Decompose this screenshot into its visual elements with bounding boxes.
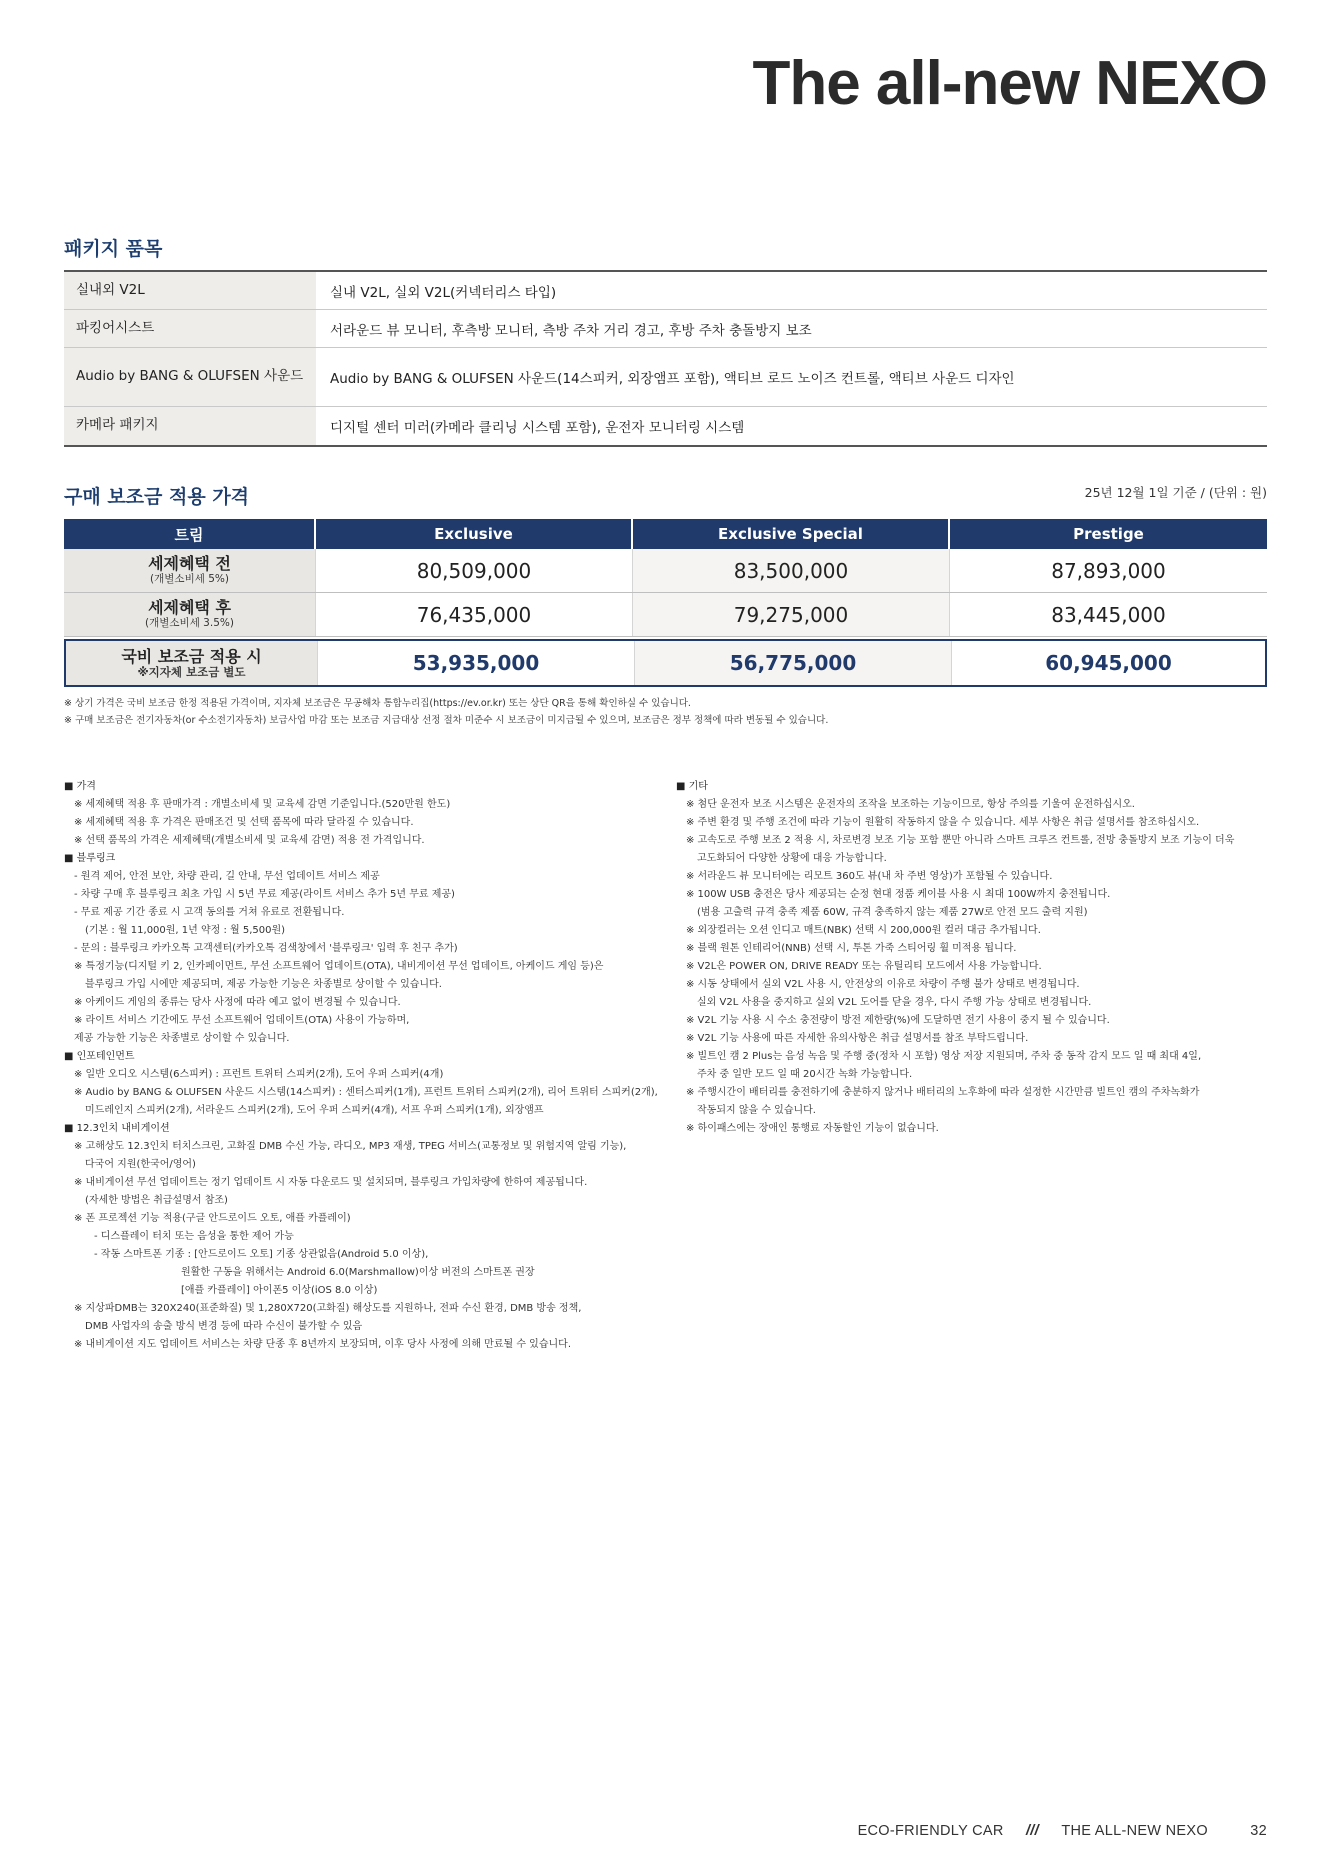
note-line: ※ 첨단 운전자 보조 시스템은 운전자의 조작을 보조하는 기능이므로, 항상 주의를 기울여 운전하십시오. — [686, 799, 1135, 810]
note-line: [애플 카플레이] 아이폰5 이상(iOS 8.0 이상) — [181, 1285, 378, 1296]
note-line: ※ 아케이드 게임의 종류는 당사 사정에 따라 예고 없이 변경될 수 있습니다. — [74, 997, 401, 1008]
row-label — [64, 593, 316, 636]
notes-left-column — [64, 778, 658, 1354]
package-row — [64, 310, 1267, 348]
row-label-main: 세제혜택 전 — [148, 554, 231, 573]
package-row-value: 서라운드 뷰 모니터, 후측방 모니터, 측방 주차 거리 경고, 후방 주차 충돌방지 보조 — [330, 322, 812, 339]
note-line: ※ 고속도로 주행 보조 2 적용 시, 차로변경 보조 기능 포함 뿐만 아니라 스마트 크루즈 컨트롤, 전방 충돌방지 보조 기능이 더욱 — [686, 835, 1235, 846]
row-label-main: 세제혜택 후 — [148, 598, 231, 617]
package-section-heading: 패키지 품목 — [64, 238, 163, 260]
note-line: 블루링크 가입 시에만 제공되며, 제공 가능한 기능은 차종별로 상이할 수 있습니다. — [85, 979, 442, 990]
package-row — [64, 407, 1267, 447]
notes-right-column — [676, 778, 1234, 1138]
note-line: ※ 일반 오디오 시스템(6스피커) : 프런트 트위터 스피커(2개), 도어 우퍼 스피커(4개) — [74, 1069, 444, 1080]
package-row-value: 실내 V2L, 실외 V2L(커넥터리스 타입) — [330, 284, 557, 301]
package-row-name: 실내외 V2L — [64, 272, 316, 309]
row-label — [64, 549, 316, 592]
note-line: ※ Audio by BANG & OLUFSEN 사운드 시스템(14스피커) : 센터스피커(1개), 프런트 트위터 스피커(2개), 리어 트위터 스피커(2개), — [74, 1087, 658, 1098]
price-cell: 56,775,000 — [635, 641, 952, 685]
note-line: ※ 100W USB 충전은 당사 제공되는 순정 현대 정품 케이블 사용 시 최대 100W까지 충전됩니다. — [686, 889, 1111, 900]
package-row-value: 디지털 센터 미러(카메라 클리닝 시스템 포함), 운전자 모니터링 시스템 — [330, 420, 745, 436]
note-heading: ■ 블루링크 — [64, 853, 116, 864]
row-label-main: 국비 보조금 적용 시 — [121, 646, 262, 666]
footer-left-label: ECO-FRIENDLY CAR — [857, 1823, 1004, 1839]
package-table — [64, 270, 1267, 447]
row-label-sub: ※지자체 보조금 별도 — [137, 664, 246, 679]
note-line: - 무료 제공 기간 종료 시 고객 동의를 거쳐 유료로 전환됩니다. — [74, 907, 345, 918]
page-title: The all-new NEXO — [752, 49, 1267, 118]
price-row-with-subsidy — [64, 639, 1267, 687]
price-section-heading: 구매 보조금 적용 가격 — [64, 486, 250, 508]
price-row-after-tax-benefit — [64, 593, 1267, 637]
column-header-prestige: Prestige — [1073, 525, 1144, 543]
price-table-header — [64, 519, 1267, 549]
note-line: 작동되지 않을 수 있습니다. — [697, 1105, 816, 1116]
note-line: ※ 블랙 원톤 인테리어(NNB) 선택 시, 투톤 가죽 스티어링 휠 미적용 됩니다. — [686, 943, 1017, 954]
price-cell: 83,445,000 — [1051, 602, 1166, 627]
note-line: ※ 외장컬러는 오션 인디고 매트(NBK) 선택 시 200,000원 컬러 대금 추가됩니다. — [686, 925, 1041, 936]
column-header-exclusive-special: Exclusive Special — [633, 519, 950, 549]
note-line: 원활한 구동을 위해서는 Android 6.0(Marshmallow)이상 버전의 스마트폰 권장 — [181, 1267, 535, 1278]
column-header-exclusive: Exclusive — [316, 519, 633, 549]
price-cell: 80,509,000 — [316, 549, 633, 592]
price-cell: 79,275,000 — [633, 593, 950, 636]
page-number: 32 — [1250, 1823, 1267, 1839]
note-heading: ■ 가격 — [64, 781, 96, 792]
note-line: ※ 빌트인 캠 2 Plus는 음성 녹음 및 주행 중(정차 시 포함) 영상 저장 지원되며, 주차 중 동작 감지 모드 일 때 최대 4일, — [686, 1051, 1202, 1062]
note-heading: ■ 12.3인치 내비게이션 — [64, 1123, 170, 1134]
note-line: 고도화되어 다양한 상황에 대응 가능합니다. — [697, 853, 887, 864]
page-footer — [858, 1823, 1267, 1839]
note-line: 실외 V2L 사용을 중지하고 실외 V2L 도어를 닫을 경우, 다시 주행 가능 상태로 변경됩니다. — [697, 997, 1092, 1008]
price-cell: 76,435,000 — [316, 593, 633, 636]
note-heading: ■ 기타 — [676, 781, 708, 792]
note-line: ※ 주변 환경 및 주행 조건에 따라 기능이 원활히 작동하지 않을 수 있습니다. 세부 사항은 취급 설명서를 참조하십시오. — [686, 817, 1200, 828]
row-label — [66, 641, 318, 685]
package-row-name: 카메라 패키지 — [64, 407, 316, 445]
note-line: 미드레인지 스피커(2개), 서라운드 스피커(2개), 도어 우퍼 스피커(4개), 서프 우퍼 스피커(1개), 외장앰프 — [85, 1105, 544, 1116]
note-line: - 디스플레이 터치 또는 음성을 통한 제어 가능 — [94, 1231, 294, 1242]
note-line: (범용 고출력 규격 충족 제품 60W, 규격 충족하지 않는 제품 27W로 안전 모드 출력 지원) — [697, 907, 1088, 918]
note-line: ※ 세제혜택 적용 후 판매가격 : 개별소비세 및 교육세 감면 기준입니다.(520만원 한도) — [74, 799, 451, 810]
row-label-sub: (개별소비세 3.5%) — [145, 617, 234, 629]
price-cell: 83,500,000 — [633, 549, 950, 592]
note-line: - 문의 : 블루링크 카카오톡 고객센터(카카오톡 검색창에서 '블루링크' 입력 후 친구 추가) — [74, 943, 458, 954]
note-line: ※ 하이패스에는 장애인 통행료 자동할인 기능이 없습니다. — [686, 1123, 939, 1134]
note-line: ※ 라이트 서비스 기간에도 무선 소프트웨어 업데이트(OTA) 사용이 가능하며, — [74, 1015, 410, 1026]
package-row-name: 파킹어시스트 — [64, 310, 316, 347]
price-footnote: ※ 상기 가격은 국비 보조금 한정 적용된 가격이며, 지자체 보조금은 무공해차 통합누리집(https://ev.or.kr) 또는 상단 QR을 통해 확인하실 수 있습니다. — [64, 698, 691, 709]
note-line: ※ 내비게이션 무선 업데이트는 정기 업데이트 시 자동 다운로드 및 설치되며, 블루링크 가입차량에 한하여 제공됩니다. — [74, 1177, 588, 1188]
note-line: ※ 폰 프로젝션 기능 적용(구글 안드로이드 오토, 애플 카플레이) — [74, 1213, 351, 1224]
note-line: ※ 선택 품목의 가격은 세제혜택(개별소비세 및 교육세 감면) 적용 전 가격입니다. — [74, 835, 425, 846]
package-row — [64, 272, 1267, 310]
note-line: ※ 내비게이션 지도 업데이트 서비스는 차량 단종 후 8년까지 보장되며, 이후 당사 사정에 의해 만료될 수 있습니다. — [74, 1339, 571, 1350]
package-row-value: Audio by BANG & OLUFSEN 사운드(14스피커, 외장앰프 포함), 액티브 로드 노이즈 컨트롤, 액티브 사운드 디자인 — [330, 371, 1015, 387]
note-line: 주차 중 일반 모드 일 때 20시간 녹화 가능합니다. — [697, 1069, 913, 1080]
note-line: - 원격 제어, 안전 보안, 차량 관리, 길 안내, 무선 업데이트 서비스 제공 — [74, 871, 380, 882]
note-line: (기본 : 월 11,000원, 1년 약정 : 월 5,500원) — [85, 925, 286, 936]
note-line: ※ 특정기능(디지털 키 2, 인카페이먼트, 무선 소프트웨어 업데이트(OTA), 내비게이션 무선 업데이트, 아케이드 게임 등)은 — [74, 961, 604, 972]
price-footnote: ※ 구매 보조금은 전기자동차(or 수소전기자동차) 보급사업 마감 또는 보조금 지급대상 선정 절차 미준수 시 보조금이 미지급될 수 있으며, 보조금은 정부 정책에 따라 변동될 수 있습니다. — [64, 715, 829, 726]
note-line: - 차량 구매 후 블루링크 최초 가입 시 5년 무료 제공(라이트 서비스 추가 5년 무료 제공) — [74, 889, 455, 900]
note-line: - 작동 스마트폰 기종 : [안드로이드 오토] 기종 상관없음(Android 5.0 이상), — [94, 1249, 429, 1260]
column-header-trim: 트림 — [64, 519, 316, 549]
note-line: 제공 가능한 기능은 차종별로 상이할 수 있습니다. — [74, 1033, 290, 1044]
note-line: (자세한 방법은 취급설명서 참조) — [85, 1195, 228, 1206]
note-line: DMB 사업자의 송출 방식 변경 등에 따라 수신이 불가할 수 있음 — [85, 1321, 363, 1332]
note-line: 다국어 지원(한국어/영어) — [85, 1159, 196, 1170]
price-unit-note: 25년 12월 1일 기준 / (단위 : 원) — [1084, 485, 1267, 500]
row-label-sub: (개별소비세 5%) — [150, 573, 229, 585]
price-row-before-tax-benefit — [64, 549, 1267, 593]
footer-separator: /// — [1025, 1823, 1039, 1839]
note-line: ※ 주행시간이 배터리를 충전하기에 충분하지 않거나 배터리의 노후화에 따라 설정한 시간만큼 빌트인 캠의 주차녹화가 — [686, 1087, 1200, 1098]
price-cell: 60,945,000 — [1045, 651, 1172, 675]
package-row — [64, 348, 1267, 407]
note-line: ※ 세제혜택 적용 후 가격은 판매조건 및 선택 품목에 따라 달라질 수 있습니다. — [74, 817, 414, 828]
note-line: ※ V2L 기능 사용 시 수소 충전량이 방전 제한량(%)에 도달하면 전기 사용이 중지 될 수 있습니다. — [686, 1015, 1110, 1026]
note-line: ※ V2L은 POWER ON, DRIVE READY 또는 유틸리티 모드에서 사용 가능합니다. — [686, 961, 1042, 972]
package-row-name: Audio by BANG & OLUFSEN 사운드 — [64, 348, 316, 406]
note-line: ※ 지상파DMB는 320X240(표준화질) 및 1,280X720(고화질) 해상도를 지원하나, 전파 수신 환경, DMB 방송 정책, — [74, 1303, 582, 1314]
note-line: ※ V2L 기능 사용에 따른 자세한 유의사항은 취급 설명서를 참조 부탁드립니다. — [686, 1033, 1029, 1044]
price-cell: 53,935,000 — [318, 641, 635, 685]
note-heading: ■ 인포테인먼트 — [64, 1051, 135, 1062]
price-table — [64, 519, 1267, 687]
footer-right-label: THE ALL-NEW NEXO — [1061, 1823, 1208, 1839]
note-line: ※ 서라운드 뷰 모니터에는 리모트 360도 뷰(내 차 주변 영상)가 포함될 수 있습니다. — [686, 871, 1053, 882]
price-cell: 87,893,000 — [1051, 558, 1166, 583]
note-line: ※ 시동 상태에서 실외 V2L 사용 시, 안전상의 이유로 차량이 주행 불가 상태로 변경됩니다. — [686, 979, 1080, 990]
note-line: ※ 고해상도 12.3인치 터치스크린, 고화질 DMB 수신 가능, 라디오, MP3 재생, TPEG 서비스(교통정보 및 위험지역 알림 기능), — [74, 1141, 627, 1152]
